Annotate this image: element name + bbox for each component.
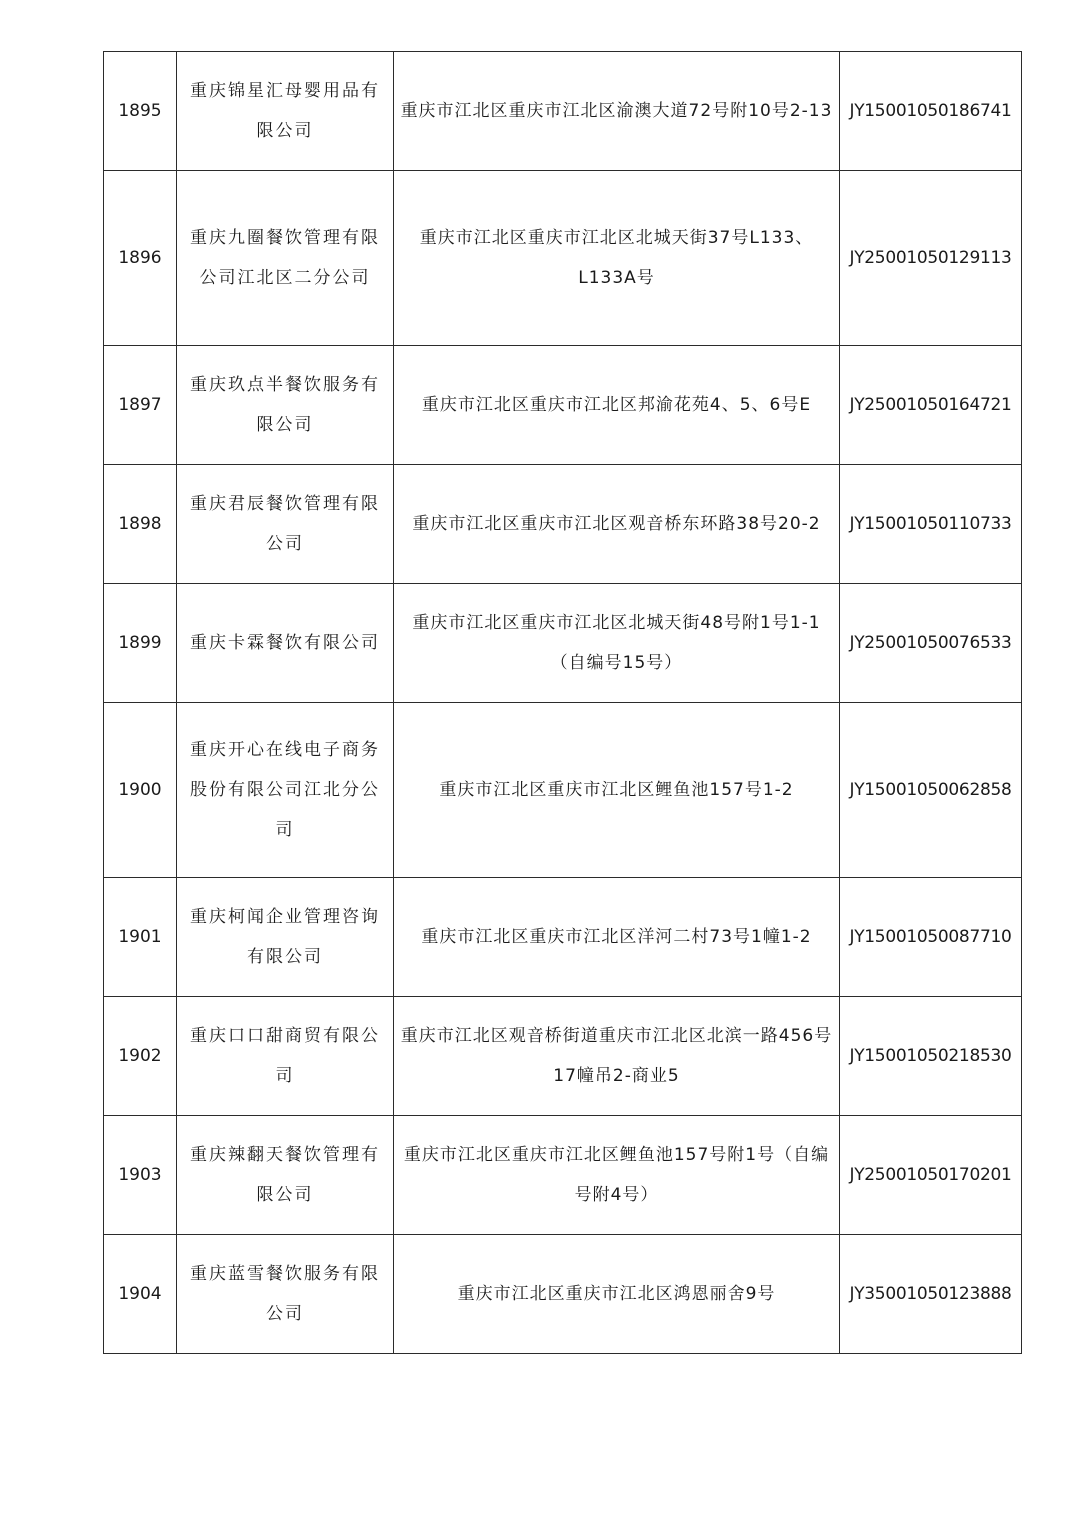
company-name: 重庆开心在线电子商务股份有限公司江北分公司 [177,703,394,878]
business-address: 重庆市江北区重庆市江北区鲤鱼池157号1-2 [394,703,840,878]
company-name: 重庆卡霖餐饮有限公司 [177,584,394,703]
company-name: 重庆口口甜商贸有限公司 [177,997,394,1116]
license-table [103,51,1022,1354]
row-number: 1896 [104,171,177,346]
table-row [104,703,1022,878]
row-number: 1898 [104,465,177,584]
business-address: 重庆市江北区重庆市江北区观音桥东环路38号20-2 [394,465,840,584]
business-address: 重庆市江北区观音桥街道重庆市江北区北滨一路456号17幢吊2-商业5 [394,997,840,1116]
license-number: JY15001050110733 [840,465,1022,584]
license-number: JY25001050170201 [840,1116,1022,1235]
table-row [104,1235,1022,1354]
table-row [104,997,1022,1116]
license-number: JY35001050123888 [840,1235,1022,1354]
business-address: 重庆市江北区重庆市江北区北城天街48号附1号1-1（自编号15号） [394,584,840,703]
company-name: 重庆辣翻天餐饮管理有限公司 [177,1116,394,1235]
table-row [104,1116,1022,1235]
row-number: 1900 [104,703,177,878]
row-number: 1903 [104,1116,177,1235]
table-row [104,878,1022,997]
table-row [104,584,1022,703]
table-row [104,465,1022,584]
row-number: 1904 [104,1235,177,1354]
table-row [104,52,1022,171]
license-number: JY25001050164721 [840,346,1022,465]
table-row [104,346,1022,465]
business-address: 重庆市江北区重庆市江北区鲤鱼池157号附1号（自编号附4号） [394,1116,840,1235]
company-name: 重庆锦星汇母婴用品有限公司 [177,52,394,171]
license-number: JY15001050062858 [840,703,1022,878]
license-number: JY15001050218530 [840,997,1022,1116]
company-name: 重庆柯闻企业管理咨询有限公司 [177,878,394,997]
business-address: 重庆市江北区重庆市江北区北城天街37号L133、L133A号 [394,171,840,346]
business-address: 重庆市江北区重庆市江北区鸿恩丽舍9号 [394,1235,840,1354]
row-number: 1895 [104,52,177,171]
license-number: JY25001050129113 [840,171,1022,346]
company-name: 重庆九圈餐饮管理有限公司江北区二分公司 [177,171,394,346]
business-address: 重庆市江北区重庆市江北区渝澳大道72号附10号2-13 [394,52,840,171]
row-number: 1899 [104,584,177,703]
business-address: 重庆市江北区重庆市江北区邦渝花苑4、5、6号E [394,346,840,465]
license-number: JY25001050076533 [840,584,1022,703]
row-number: 1897 [104,346,177,465]
company-name: 重庆君辰餐饮管理有限公司 [177,465,394,584]
row-number: 1902 [104,997,177,1116]
row-number: 1901 [104,878,177,997]
company-name: 重庆蓝雪餐饮服务有限公司 [177,1235,394,1354]
table-row [104,171,1022,346]
company-name: 重庆玖点半餐饮服务有限公司 [177,346,394,465]
business-address: 重庆市江北区重庆市江北区洋河二村73号1幢1-2 [394,878,840,997]
license-number: JY15001050087710 [840,878,1022,997]
license-number: JY15001050186741 [840,52,1022,171]
